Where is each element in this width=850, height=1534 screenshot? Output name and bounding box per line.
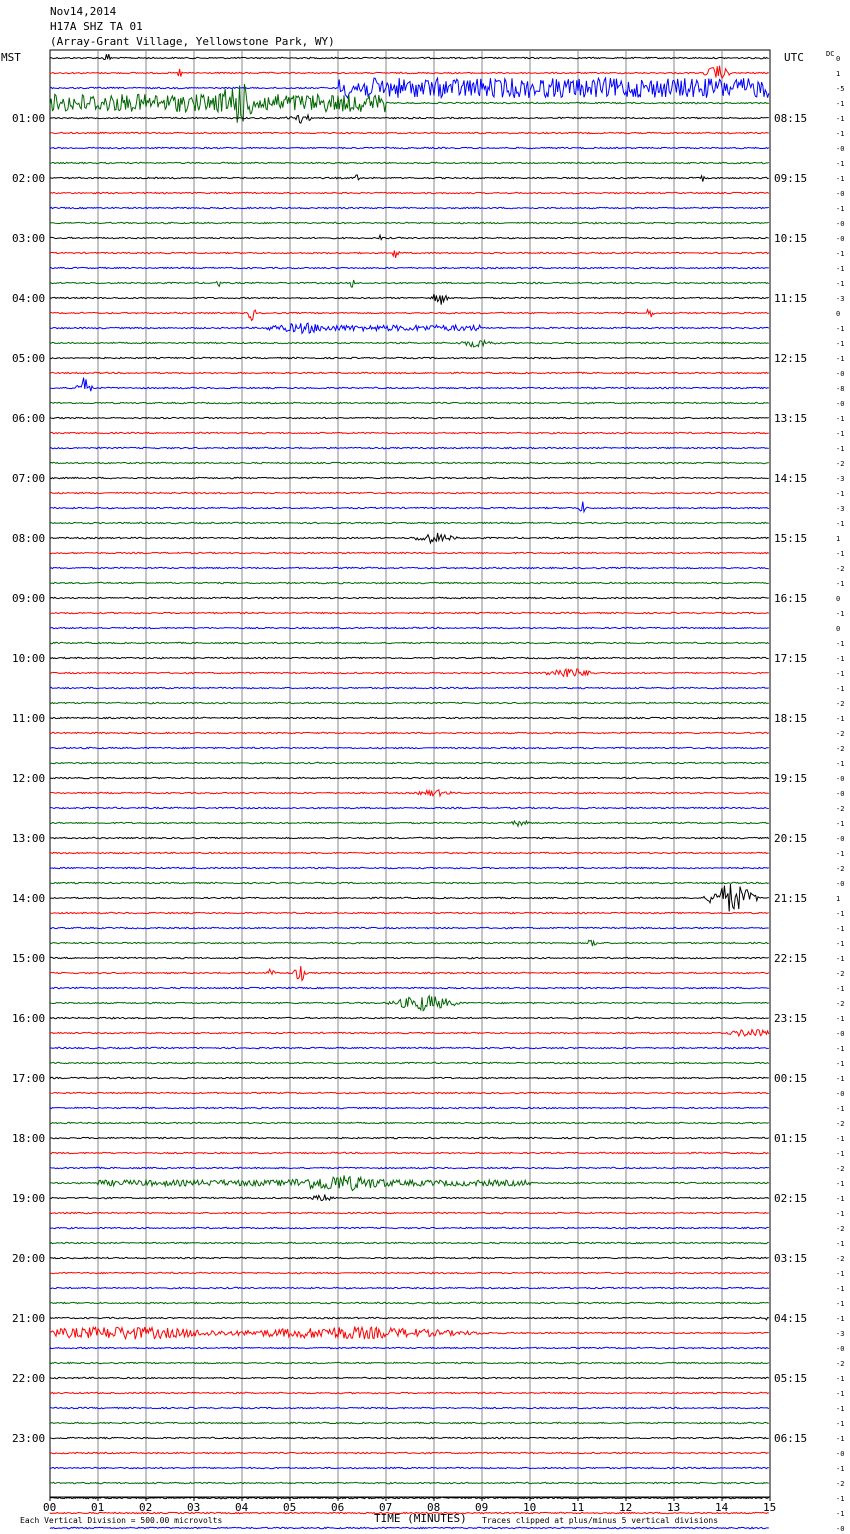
seismic-trace: [50, 1287, 769, 1288]
x-tick-label: 05: [283, 1501, 297, 1514]
dc-offset-value: -1: [836, 1195, 845, 1203]
seismic-trace: [50, 821, 769, 826]
seismic-trace: [50, 132, 769, 133]
mst-hour-label: 17:00: [12, 1072, 46, 1085]
plot-frame: [50, 50, 770, 1497]
seismic-trace: [50, 1062, 769, 1063]
x-tick-label: 06: [331, 1501, 345, 1514]
seismic-trace: [50, 310, 769, 321]
seismic-trace: [50, 1392, 769, 1393]
dc-offset-value: -2: [836, 805, 845, 813]
dc-offset-value: -1: [836, 1060, 845, 1068]
dc-offset-value: -1: [836, 1495, 845, 1503]
seismic-trace: [50, 477, 769, 478]
dc-offset-value: -1: [836, 550, 845, 558]
seismic-trace: [50, 1317, 769, 1320]
seismic-trace: [50, 1195, 769, 1201]
dc-offset-value: -1: [836, 580, 845, 588]
utc-hour-label: 14:15: [774, 472, 808, 485]
dc-offset-value: -1: [836, 265, 845, 273]
mst-hour-label: 23:00: [12, 1432, 46, 1445]
seismic-trace: [50, 996, 769, 1011]
seismic-trace: [50, 582, 769, 583]
seismic-trace: [50, 882, 769, 883]
dc-offset-value: -1: [836, 940, 845, 948]
dc-offset-value: -1: [836, 1075, 845, 1083]
dc-offset-value: -1: [836, 820, 845, 828]
x-tick-label: 13: [667, 1501, 681, 1514]
dc-offset-value: -0: [836, 1030, 845, 1038]
utc-hour-label: 21:15: [774, 892, 808, 905]
seismic-trace: [50, 54, 769, 60]
utc-hour-label: 06:15: [774, 1432, 808, 1445]
utc-hour-label: 22:15: [774, 952, 808, 965]
utc-hour-label: 04:15: [774, 1312, 808, 1325]
seismic-trace: [50, 1302, 769, 1303]
x-tick-label: 14: [715, 1501, 729, 1514]
mst-hour-label: 18:00: [12, 1132, 46, 1145]
dc-offset-value: -0: [836, 775, 845, 783]
seismic-trace: [50, 807, 769, 808]
dc-offset-value: -0: [836, 790, 845, 798]
dc-offset-value: -2: [836, 1255, 845, 1263]
mst-hour-label: 07:00: [12, 472, 46, 485]
x-tick-label: 07: [379, 1501, 393, 1514]
seismic-trace: [50, 323, 769, 333]
station-label: H17A SHZ TA 01: [50, 20, 143, 33]
dc-offset-value: -1: [836, 130, 845, 138]
mst-hour-label: 10:00: [12, 652, 46, 665]
dc-offset-value: -0: [836, 1345, 845, 1353]
mst-hour-label: 19:00: [12, 1192, 46, 1205]
seismic-trace: [50, 702, 769, 703]
dc-offset-labels: [836, 55, 844, 1534]
seismic-trace: [50, 1407, 769, 1408]
dc-offset-value: 1: [836, 70, 841, 78]
dc-offset-value: -1: [836, 355, 845, 363]
seismic-trace: [50, 1257, 769, 1258]
dc-offset-value: 0: [836, 625, 841, 633]
mst-hour-label: 06:00: [12, 412, 46, 425]
location-label: (Array-Grant Village, Yellowstone Park, WY): [50, 35, 335, 48]
dc-offset-value: -1: [836, 640, 845, 648]
mst-hour-label: 02:00: [12, 172, 46, 185]
x-tick-label: 01: [91, 1501, 105, 1514]
dc-offset-value: -1: [836, 1435, 845, 1443]
mst-hour-label: 03:00: [12, 232, 46, 245]
seismic-trace: [50, 1047, 769, 1048]
dc-offset-value: -0: [836, 835, 845, 843]
utc-hour-label: 10:15: [774, 232, 808, 245]
x-tick-label: 09: [475, 1501, 489, 1514]
dc-offset-value: 1: [836, 535, 841, 543]
dc-offset-value: -1: [836, 655, 845, 663]
seismic-trace: [50, 1175, 769, 1190]
dc-offset-value: -1: [836, 760, 845, 768]
seismic-trace: [50, 627, 769, 628]
dc-offset-value: -1: [836, 1300, 845, 1308]
seismic-trace: [50, 552, 769, 553]
mst-hour-label: 15:00: [12, 952, 46, 965]
seismic-trace: [50, 207, 769, 208]
mst-hour-label: 09:00: [12, 592, 46, 605]
mst-hour-label: 20:00: [12, 1252, 46, 1265]
mst-hour-label: 04:00: [12, 292, 46, 305]
x-axis-title: TIME (MINUTES): [374, 1512, 467, 1525]
dc-offset-value: -1: [836, 415, 845, 423]
utc-hour-label: 23:15: [774, 1012, 808, 1025]
dc-offset-value: -1: [836, 850, 845, 858]
seismic-trace: [50, 1437, 769, 1438]
seismic-trace: [50, 1467, 769, 1468]
mst-hour-label: 05:00: [12, 352, 46, 365]
dc-offset-value: -2: [836, 460, 845, 468]
seismic-trace: [50, 1227, 769, 1228]
mst-hour-label: 01:00: [12, 112, 46, 125]
mst-hour-label: 21:00: [12, 1312, 46, 1325]
dc-axis-label: DC: [826, 50, 835, 58]
mst-hour-label: 14:00: [12, 892, 46, 905]
seismic-trace: [50, 432, 769, 433]
seismic-trace: [50, 1272, 769, 1273]
dc-offset-value: -2: [836, 745, 845, 753]
seismic-trace: [50, 341, 769, 347]
dc-offset-value: -1: [836, 205, 845, 213]
dc-offset-value: -1: [836, 1285, 845, 1293]
seismic-trace: [50, 251, 769, 258]
seismic-trace: [50, 357, 769, 358]
dc-offset-value: -1: [836, 280, 845, 288]
dc-offset-value: -1: [836, 1150, 845, 1158]
seismic-trace: [50, 115, 769, 123]
seismic-trace: [50, 522, 769, 523]
seismic-trace: [50, 1242, 769, 1243]
dc-offset-value: -2: [836, 970, 845, 978]
dc-offset-value: -1: [836, 115, 845, 123]
utc-hour-label: 20:15: [774, 832, 808, 845]
seismic-trace: [50, 1497, 769, 1498]
utc-hour-label: 00:15: [774, 1072, 808, 1085]
dc-offset-value: -1: [836, 490, 845, 498]
seismic-trace: [50, 447, 769, 448]
seismic-trace: [50, 372, 769, 373]
seismic-trace: [50, 777, 769, 778]
seismic-trace: [50, 1347, 769, 1348]
utc-hour-label: 12:15: [774, 352, 808, 365]
dc-offset-value: -0: [836, 145, 845, 153]
seismic-trace: [50, 66, 769, 79]
utc-hour-label: 11:15: [774, 292, 808, 305]
date-label: Nov14,2014: [50, 5, 117, 18]
seismic-trace: [50, 502, 769, 512]
seismic-trace: [50, 837, 769, 838]
dc-offset-value: -1: [836, 1315, 845, 1323]
mst-hour-label: 13:00: [12, 832, 46, 845]
seismic-trace: [50, 717, 769, 718]
dc-offset-value: -8: [836, 385, 845, 393]
seismic-trace: [50, 940, 769, 946]
seismic-trace: [50, 147, 769, 148]
dc-offset-value: -1: [836, 685, 845, 693]
dc-offset-value: 1: [836, 895, 841, 903]
seismic-trace: [50, 1077, 769, 1078]
x-tick-label: 08: [427, 1501, 441, 1514]
utc-hour-label: 15:15: [774, 532, 808, 545]
utc-hour-label: 08:15: [774, 112, 808, 125]
dc-offset-value: -2: [836, 730, 845, 738]
seismic-trace: [50, 732, 769, 733]
dc-offset-value: -0: [836, 880, 845, 888]
scale-note: Each Vertical Division = 500.00 microvolts: [20, 1516, 223, 1525]
seismic-trace: [50, 492, 769, 493]
dc-offset-value: -0: [836, 1525, 845, 1533]
dc-offset-value: -3: [836, 505, 845, 513]
clip-note: Traces clipped at plus/minus 5 vertical divisions: [482, 1516, 719, 1525]
dc-offset-value: -1: [836, 160, 845, 168]
seismic-trace: [50, 78, 769, 98]
dc-offset-value: -1: [836, 1045, 845, 1053]
dc-offset-value: -0: [836, 400, 845, 408]
seismic-trace: [50, 987, 769, 988]
dc-offset-value: -1: [836, 715, 845, 723]
dc-offset-value: -0: [836, 235, 845, 243]
seismic-trace: [50, 1092, 769, 1093]
dc-offset-value: -1: [836, 1180, 845, 1188]
dc-offset-value: -3: [836, 475, 845, 483]
dc-offset-value: -1: [836, 1135, 845, 1143]
dc-offset-value: -1: [836, 910, 845, 918]
mst-axis-label: MST: [1, 51, 21, 64]
x-tick-label: 02: [139, 1501, 153, 1514]
dc-offset-value: -2: [836, 1225, 845, 1233]
seismic-trace: [50, 867, 769, 868]
seismic-trace: [50, 927, 769, 928]
utc-hour-label: 19:15: [774, 772, 808, 785]
x-tick-label: 12: [619, 1501, 633, 1514]
dc-offset-value: -2: [836, 1360, 845, 1368]
seismic-trace: [50, 1167, 769, 1168]
seismic-trace: [50, 1362, 769, 1363]
seismic-trace: [50, 669, 769, 677]
dc-offset-value: -0: [836, 190, 845, 198]
seismic-trace: [50, 1137, 769, 1138]
seismic-trace: [50, 1122, 769, 1123]
dc-offset-value: -2: [836, 1000, 845, 1008]
dc-offset-value: -1: [836, 520, 845, 528]
dc-offset-value: -1: [836, 1210, 845, 1218]
dc-offset-value: -1: [836, 985, 845, 993]
seismic-trace: [50, 294, 769, 305]
seismic-trace: [50, 966, 769, 981]
dc-offset-value: -1: [836, 1465, 845, 1473]
seismic-trace: [50, 567, 769, 568]
utc-hour-label: 18:15: [774, 712, 808, 725]
dc-offset-value: -5: [836, 85, 845, 93]
utc-hour-label: 05:15: [774, 1372, 808, 1385]
dc-offset-value: -1: [836, 955, 845, 963]
mst-hour-label: 12:00: [12, 772, 46, 785]
seismic-trace: [50, 687, 769, 688]
dc-offset-value: -1: [836, 1270, 845, 1278]
seismic-trace: [50, 597, 769, 598]
utc-hour-label: 03:15: [774, 1252, 808, 1265]
utc-axis-label: UTC: [784, 51, 804, 64]
seismic-trace: [50, 612, 769, 613]
dc-offset-value: -1: [836, 1105, 845, 1113]
dc-offset-value: 0: [836, 595, 841, 603]
seismic-trace: [50, 1327, 769, 1340]
seismic-trace: [50, 1377, 769, 1378]
seismic-trace: [50, 192, 769, 193]
seismic-trace: [50, 657, 769, 658]
seismic-trace: [50, 162, 769, 163]
x-tick-label: 03: [187, 1501, 201, 1514]
seismic-trace: [50, 280, 769, 287]
dc-offset-value: -3: [836, 1330, 845, 1338]
dc-offset-value: -1: [836, 1420, 845, 1428]
dc-offset-value: -1: [836, 100, 845, 108]
trace-group: [50, 54, 769, 1534]
seismic-trace: [50, 222, 769, 223]
seismic-trace: [50, 462, 769, 463]
dc-offset-value: 0: [836, 310, 841, 318]
dc-offset-value: -2: [836, 1120, 845, 1128]
dc-offset-value: -0: [836, 220, 845, 228]
seismic-trace: [50, 417, 769, 418]
seismic-trace: [50, 1452, 769, 1453]
seismic-trace: [50, 1527, 769, 1528]
dc-offset-value: -1: [836, 430, 845, 438]
x-tick-label: 00: [43, 1501, 57, 1514]
dc-offset-value: -1: [836, 925, 845, 933]
dc-offset-value: -2: [836, 565, 845, 573]
dc-offset-value: -1: [836, 250, 845, 258]
mst-hour-label: 08:00: [12, 532, 46, 545]
dc-offset-value: -2: [836, 1480, 845, 1488]
seismic-trace: [50, 1017, 769, 1018]
dc-offset-value: -1: [836, 445, 845, 453]
time-grid: [50, 50, 770, 1497]
seismic-trace: [50, 747, 769, 748]
dc-offset-value: -2: [836, 700, 845, 708]
dc-offset-value: -2: [836, 865, 845, 873]
seismic-trace: [50, 912, 769, 913]
seismic-trace: [50, 1030, 769, 1037]
dc-offset-value: -2: [836, 1165, 845, 1173]
utc-hour-label: 09:15: [774, 172, 808, 185]
x-tick-label: 11: [571, 1501, 585, 1514]
x-tick-label: 15: [763, 1501, 777, 1514]
dc-offset-value: -3: [836, 295, 845, 303]
seismic-trace: [50, 1482, 769, 1483]
x-tick-label: 04: [235, 1501, 249, 1514]
seismic-trace: [50, 957, 769, 958]
mst-hour-label: 11:00: [12, 712, 46, 725]
dc-offset-value: 0: [836, 55, 841, 63]
seismic-trace: [50, 378, 769, 392]
seismic-trace: [50, 402, 769, 403]
mst-hour-label: 16:00: [12, 1012, 46, 1025]
utc-hour-label: 02:15: [774, 1192, 808, 1205]
seismic-trace: [50, 852, 769, 853]
seismic-trace: [50, 1107, 769, 1108]
seismic-trace: [50, 884, 769, 912]
dc-offset-value: -1: [836, 325, 845, 333]
seismic-trace: [50, 762, 769, 763]
dc-offset-value: -1: [836, 670, 845, 678]
dc-offset-value: -0: [836, 1450, 845, 1458]
utc-hour-label: 17:15: [774, 652, 808, 665]
seismic-trace: [50, 533, 769, 543]
dc-offset-value: -0: [836, 1090, 845, 1098]
dc-offset-value: -0: [836, 370, 845, 378]
dc-offset-value: -1: [836, 175, 845, 183]
dc-offset-value: -1: [836, 1375, 845, 1383]
seismic-trace: [50, 642, 769, 643]
dc-offset-value: -1: [836, 340, 845, 348]
utc-hour-label: 13:15: [774, 412, 808, 425]
dc-offset-value: -1: [836, 1015, 845, 1023]
seismic-trace: [50, 1212, 769, 1213]
dc-offset-value: -1: [836, 1390, 845, 1398]
x-tick-label: 10: [523, 1501, 537, 1514]
dc-offset-value: -1: [836, 1510, 845, 1518]
dc-offset-value: -1: [836, 1240, 845, 1248]
seismic-trace: [50, 1422, 769, 1423]
seismic-trace: [50, 175, 769, 182]
mst-hour-label: 22:00: [12, 1372, 46, 1385]
dc-offset-value: -1: [836, 610, 845, 618]
seismic-trace: [50, 790, 769, 796]
seismic-trace: [50, 267, 769, 268]
utc-hour-label: 01:15: [774, 1132, 808, 1145]
utc-hour-label: 16:15: [774, 592, 808, 605]
seismic-trace: [50, 1152, 769, 1153]
dc-offset-value: -1: [836, 1405, 845, 1413]
seismic-trace: [50, 235, 769, 239]
